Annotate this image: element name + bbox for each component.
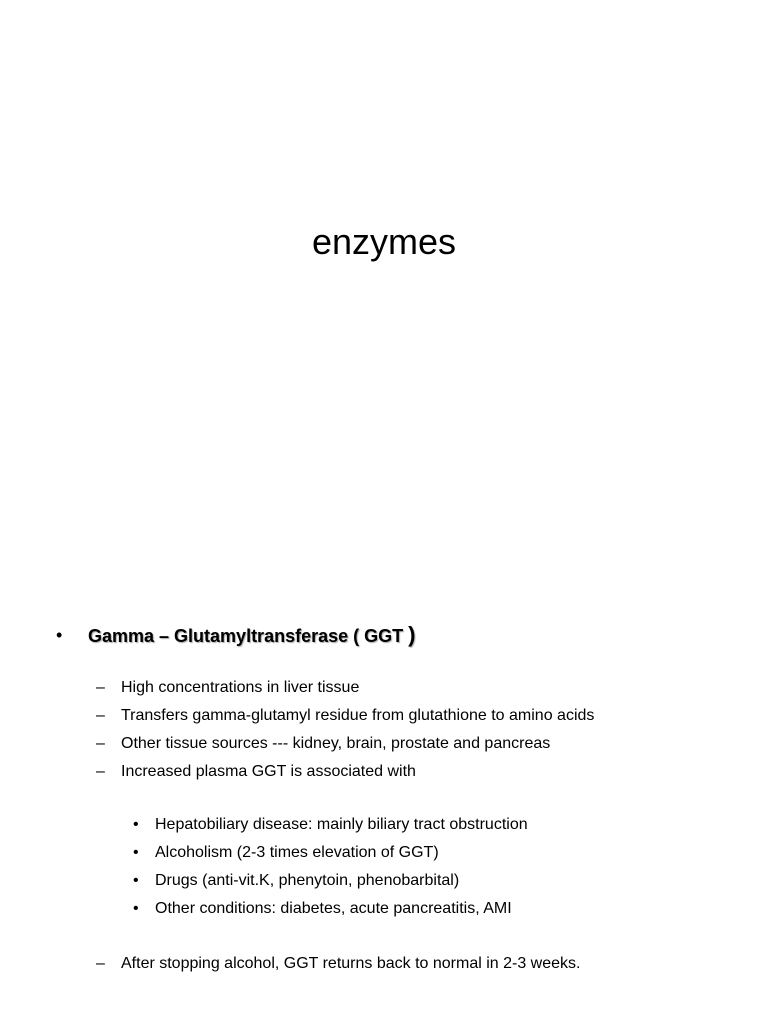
nested-item-text: Other conditions: diabetes, acute pancreatitis, AMI — [155, 900, 512, 917]
sub-item-text: High concentrations in liver tissue — [121, 679, 360, 696]
sub-list-item — [96, 758, 736, 786]
bullet-icon: • — [133, 872, 139, 889]
sub-item-text: After stopping alcohol, GGT returns back to normal in 2-3 weeks. — [121, 955, 581, 972]
nested-list-item — [133, 839, 733, 867]
dash-icon: – — [96, 955, 105, 972]
dash-icon: – — [96, 679, 105, 696]
sub-item-text: Transfers gamma-glutamyl residue from glutathione to amino acids — [121, 707, 595, 724]
nested-list-item — [133, 867, 733, 895]
nested-item-list — [133, 811, 733, 923]
sub-item-text: Increased plasma GGT is associated with — [121, 763, 416, 780]
bullet-icon: • — [133, 816, 139, 833]
dash-icon: – — [96, 735, 105, 752]
nested-list-item — [133, 811, 733, 839]
nested-list-item — [133, 895, 733, 923]
dash-icon: – — [96, 707, 105, 724]
sub-list-item — [96, 702, 736, 730]
sub-item-list — [96, 674, 736, 786]
bullet-icon: • — [56, 625, 63, 645]
sub-list-item — [96, 730, 736, 758]
sub-list-item — [96, 674, 736, 702]
section-heading — [88, 620, 415, 651]
final-item-list — [96, 950, 736, 978]
nested-item-text: Hepatobiliary disease: mainly biliary tract obstruction — [155, 816, 528, 833]
sub-list-item — [96, 950, 736, 978]
nested-item-text: Drugs (anti-vit.K, phenytoin, phenobarbital) — [155, 872, 460, 889]
bullet-icon: • — [133, 900, 139, 917]
slide-title: enzymes — [311, 221, 457, 262]
sub-item-text: Other tissue sources --- kidney, brain, prostate and pancreas — [121, 735, 551, 752]
section-heading-paren: ) — [408, 622, 416, 647]
bullet-icon: • — [133, 844, 139, 861]
section-heading-text: Gamma – Glutamyltransferase ( GGT — [88, 626, 409, 646]
nested-item-text: Alcoholism (2-3 times elevation of GGT) — [155, 844, 439, 861]
dash-icon: – — [96, 763, 105, 780]
